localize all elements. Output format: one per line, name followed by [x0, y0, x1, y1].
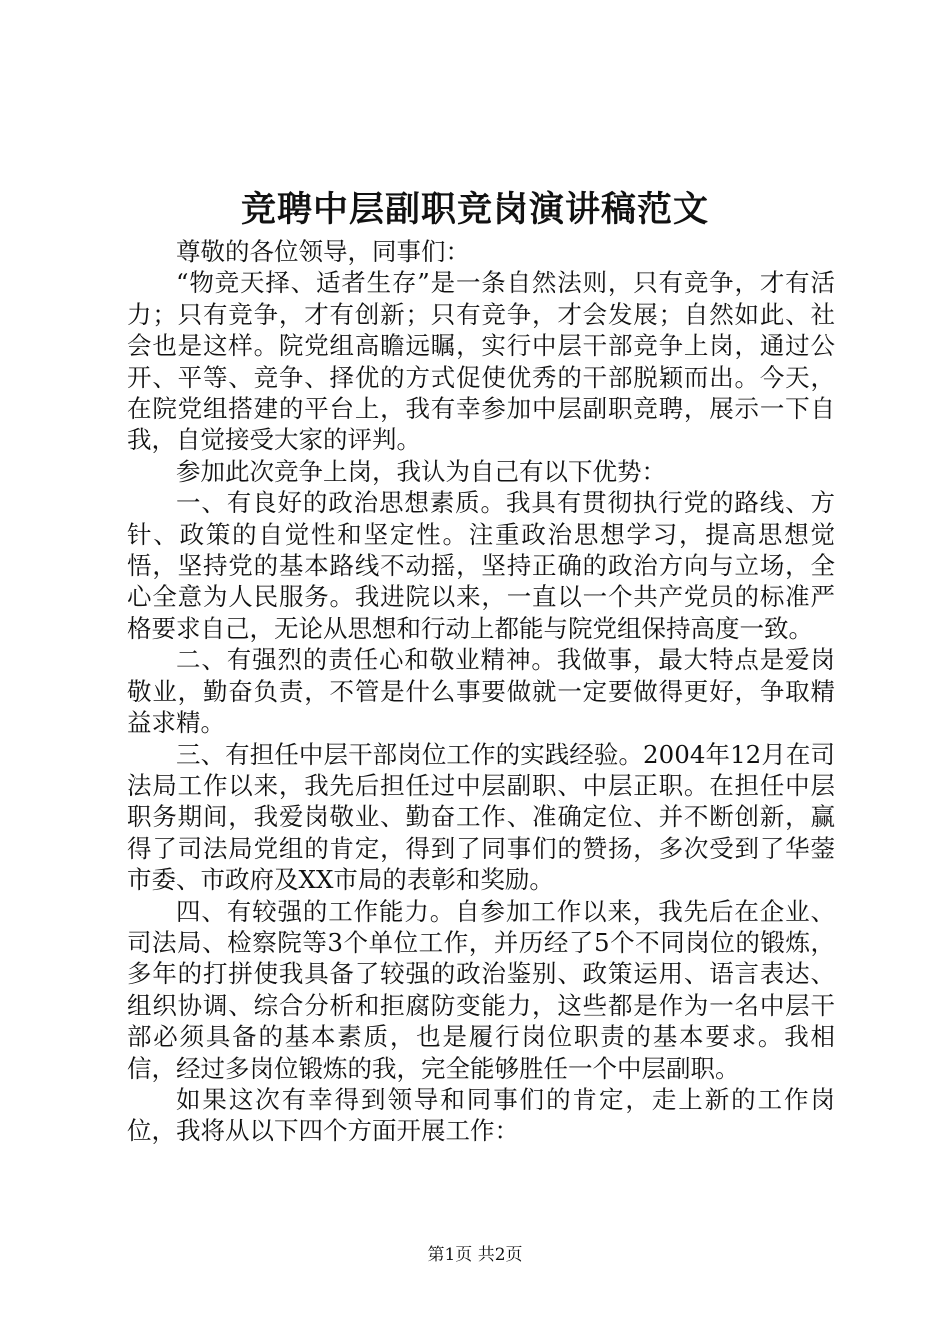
paragraph-advantage-1: 一、有良好的政治思想素质。我具有贯彻执行党的路线、方针、政策的自觉性和坚定性。注重政治思想学习，提高思想觉悟，坚持党的基本路线不动摇，坚持正确的政治方向与立场，全心全意为人民服务。我进院以来，一直以一个共产党员的标准严格要求自己，无论从思想和行动上都能与院党组保持高度一致。 — [127, 488, 835, 643]
paragraph-advantage-3: 三、有担任中层干部岗位工作的实践经验。2004年12月在司法局工作以来，我先后担任过中层副职、中层正职。在担任中层职务期间，我爱岗敬业、勤奋工作、准确定位、并不断创新，赢得了司法局党组的肯定，得到了同事们的赞扬，多次受到了华蓥市委、市政府及XX市局的表彰和奖励。 — [127, 739, 835, 895]
paragraph-salutation: 尊敬的各位领导，同事们： — [176, 237, 470, 266]
paragraph-advantage-2: 二、有强烈的责任心和敬业精神。我做事，最大特点是爱岗敬业，勤奋负责，不管是什么事要做就一定要做得更好，争取精益求精。 — [127, 645, 835, 738]
page-number-footer: 第1页 共2页 — [427, 1245, 523, 1265]
paragraph-work-plan-intro: 如果这次有幸得到领导和同事们的肯定，走上新的工作岗位，我将从以下四个方面开展工作： — [127, 1084, 835, 1146]
paragraph-advantages-intro: 参加此次竞争上岗，我认为自己有以下优势： — [176, 456, 666, 486]
document-body — [127, 236, 835, 1147]
paragraph-opening: “物竞天择、适者生存”是一条自然法则，只有竞争，才有活力；只有竞争，才有创新；只有竞争，才会发展；自然如此、社会也是这样。院党组高瞻远瞩，实行中层干部竞争上岗，通过公开、平等、竞争、择优的方式促使优秀的干部脱颖而出。今天，在院党组搭建的平台上，我有幸参加中层副职竞聘，展示一下自我，自觉接受大家的评判。 — [127, 268, 835, 455]
paragraph-advantage-4: 四、有较强的工作能力。自参加工作以来，我先后在企业、司法局、检察院等3个单位工作，并历经了5个不同岗位的锻炼，多年的打拼使我具备了较强的政治鉴别、政策运用、语言表达、组织协调、综合分析和拒腐防变能力，这些都是作为一名中层干部必须具备的基本素质，也是履行岗位职责的基本要求。我相信，经过多岗位锻炼的我，完全能够胜任一个中层副职。 — [127, 896, 835, 1083]
document-title: 竞聘中层副职竞岗演讲稿范文 — [240, 189, 709, 230]
